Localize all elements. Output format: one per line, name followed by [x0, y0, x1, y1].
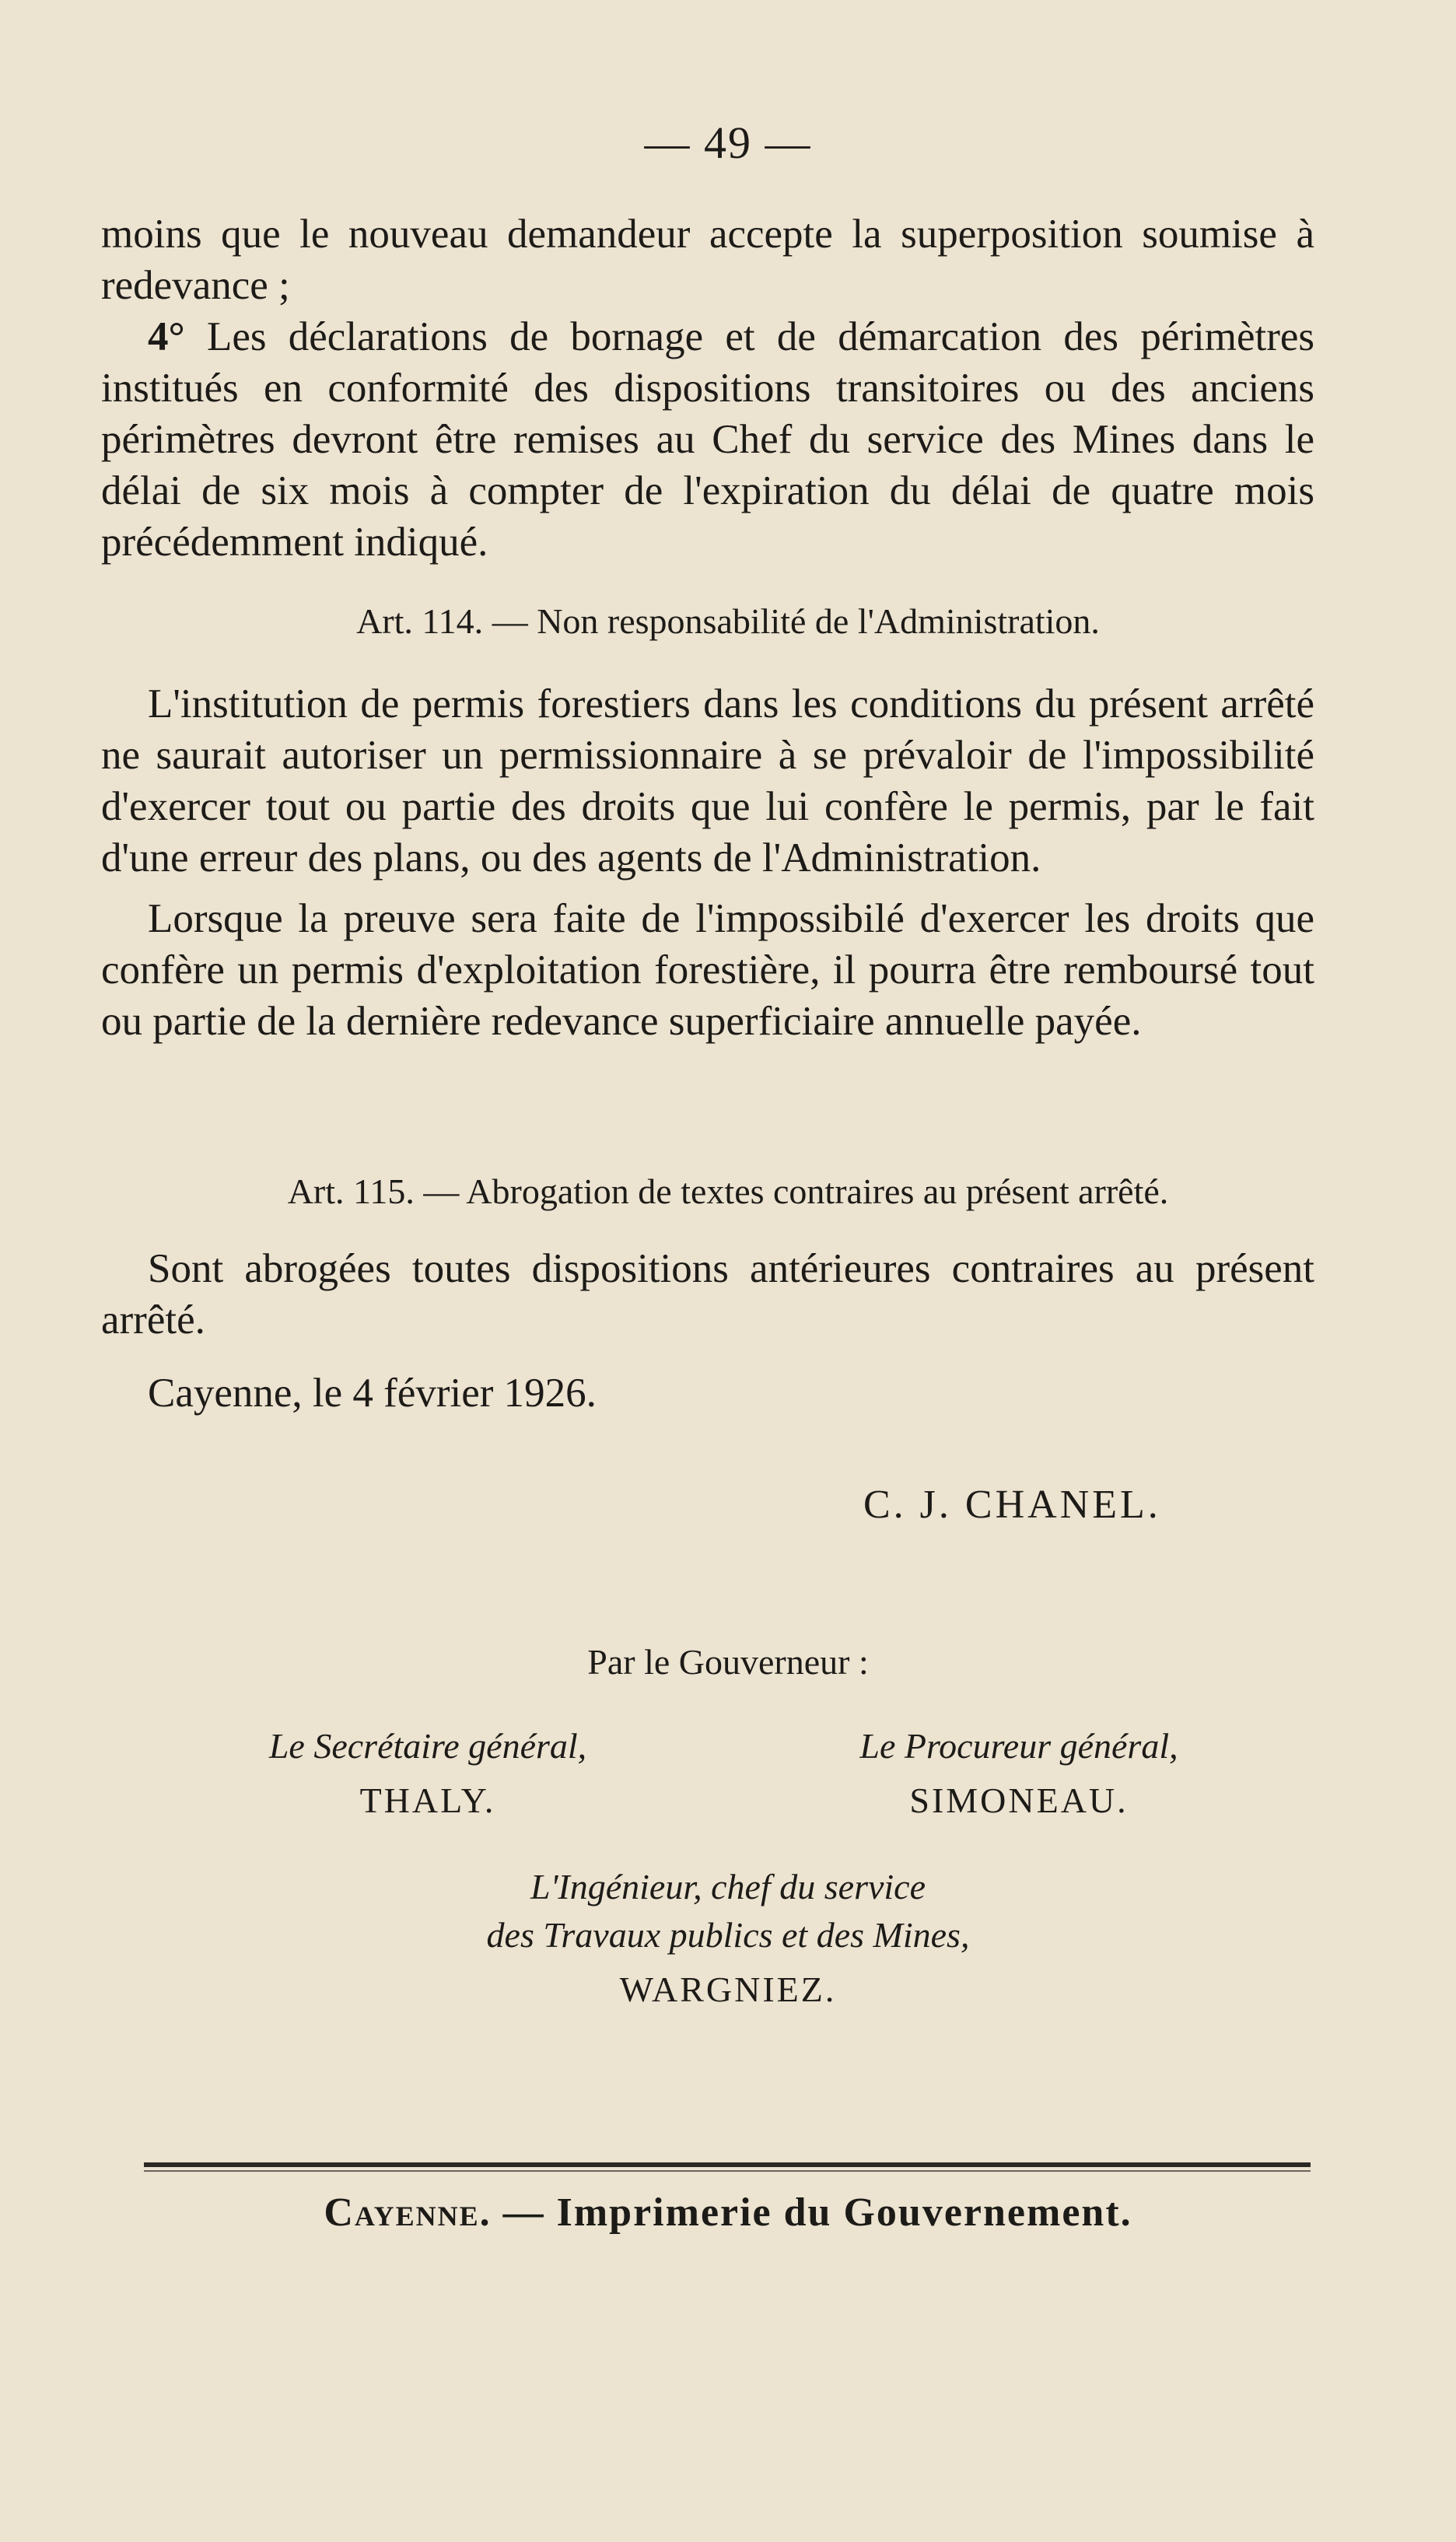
page-number: — 49 — — [644, 117, 812, 168]
signature-ingenieur — [0, 1863, 1456, 2014]
paragraph-continuation: moins que le nouveau demandeur accepte la superposition soumise à redevance ; — [101, 212, 1314, 308]
item-number: 4° — [148, 314, 185, 359]
article-114-title: — Non responsabilité de l'Administration. — [483, 601, 1100, 641]
paragraph-preuve: Lorsque la preuve sera faite de l'impossibilé d'exercer les droits que confère un permis d'exploitation forestière, il pourra être remboursé tout ou partie de la dernière redevance superficiaire annuelle payée. — [101, 896, 1314, 1044]
paragraph-item-4 — [101, 311, 1314, 568]
ingenieur-role-line-2: des Travaux publics et des Mines, — [486, 1915, 970, 1955]
paragraph-institution: L'institution de permis forestiers dans les conditions du présent arrêté ne saurait autoriser un permissionnaire à se prévaloir de l'impossibilité d'exercer tout ou partie des droits que lui confère le permis, par le fait d'une erreur des plans, ou des agents de l'Administration. — [101, 681, 1314, 881]
par-le-gouverneur: Par le Gouverneur : — [587, 1642, 869, 1682]
procureur-role: Le Procureur général, — [859, 1726, 1178, 1766]
article-115-body — [101, 1243, 1314, 1419]
procureur-name: SIMONEAU. — [909, 1780, 1129, 1820]
footer-divider — [144, 2162, 1311, 2167]
signature-governor: C. J. CHANEL. — [863, 1483, 1161, 1527]
top-text-block — [101, 208, 1314, 568]
article-114-body — [101, 678, 1314, 1047]
imprint-text: — Imprimerie du Gouvernement. — [491, 2190, 1132, 2235]
ingenieur-role-line-1: L'Ingénieur, chef du service — [530, 1867, 926, 1906]
secretaire-name: THALY. — [359, 1780, 496, 1820]
printer-imprint — [0, 2190, 1456, 2236]
paragraph-abrogation: Sont abrogées toutes dispositions antérieures contraires au présent arrêté. — [101, 1246, 1314, 1343]
article-115-number: Art. 115. — [287, 1171, 415, 1211]
footer-divider-thin — [144, 2170, 1311, 2172]
signature-secretaire — [210, 1719, 646, 1828]
article-115-heading — [0, 1171, 1456, 1212]
article-115-title: — Abrogation de textes contraires au présent arrêté. — [414, 1171, 1169, 1211]
ingenieur-name: WARGNIEZ. — [619, 1970, 837, 2009]
signature-procureur — [801, 1719, 1237, 1828]
article-114-number: Art. 114. — [356, 601, 484, 641]
imprint-city: Cayenne. — [324, 2190, 492, 2235]
item-4-text: Les déclarations de bornage et de démarcation des périmètres institués en conformité des dispositions transitoires ou des anciens périmètres devront être remises au Chef du service des Mines dans le délai de six mois à compter de l'expiration du délai de quatre mois précédemment indiqué. — [101, 314, 1314, 565]
secretaire-role: Le Secrétaire général, — [268, 1726, 587, 1766]
dateline: Cayenne, le 4 février 1926. — [148, 1371, 597, 1416]
article-114-heading — [0, 600, 1456, 642]
